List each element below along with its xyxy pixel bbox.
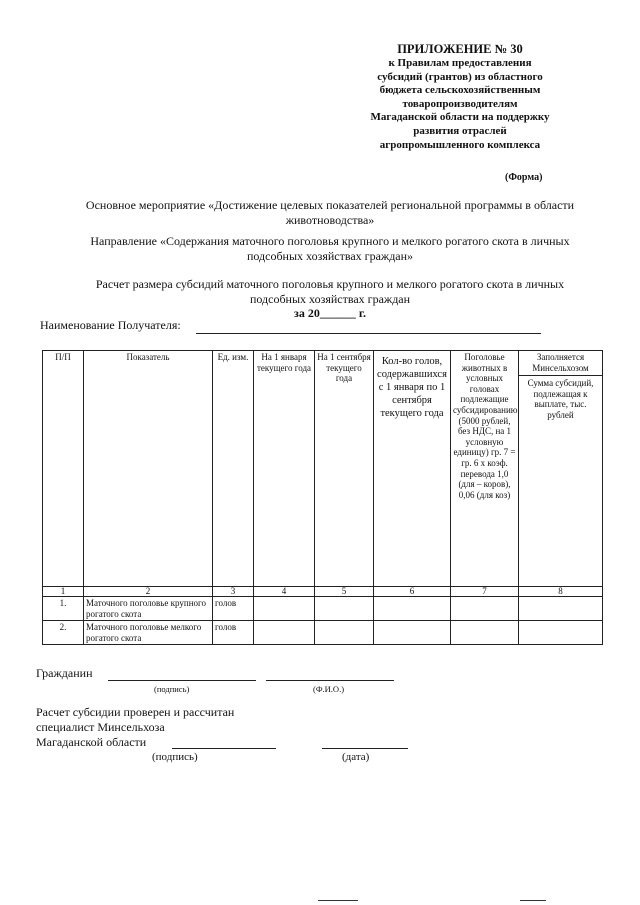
appendix-line: Магаданской области на поддержку (370, 111, 550, 124)
cell-count[interactable] (374, 597, 451, 621)
column-number: 8 (519, 587, 603, 597)
table-row (43, 597, 603, 621)
cell-conditional[interactable] (451, 597, 519, 621)
header-pp: П/П (43, 351, 84, 587)
row-unit: голов (213, 621, 254, 645)
verification-date-line[interactable] (322, 748, 408, 749)
row-indicator: Маточного поголовье крупного рогатого скота (84, 597, 213, 621)
verification-line-3: Магаданской области (36, 735, 147, 749)
appendix-line: к Правилам предоставления (388, 57, 532, 69)
specialist-signature-line[interactable] (172, 748, 276, 749)
row-indicator: Маточного поголовье мелкого рогатого скота (84, 621, 213, 645)
form-label: (Форма) (505, 172, 543, 183)
row-unit: голов (213, 597, 254, 621)
column-number: 7 (451, 587, 519, 597)
recipient-label: Наименование Получателя: (40, 318, 181, 332)
appendix-line: агропромышленного комплекса (379, 138, 541, 151)
appendix-line: товаропроизводителям (402, 97, 518, 110)
citizen-signature-caption: (подпись) (154, 684, 190, 694)
appendix-line: субсидий (грантов) из областного (377, 70, 543, 83)
appendix-line: бюджета сельскохозяйственным (379, 84, 541, 97)
column-number: 5 (315, 587, 374, 597)
cell-subsidy-sum[interactable] (519, 621, 603, 645)
cell-conditional[interactable] (451, 621, 519, 645)
appendix-line: развития отраслей (413, 124, 507, 137)
cell-count[interactable] (374, 621, 451, 645)
column-number: 2 (84, 587, 213, 597)
calc-period: за 20______ г. (294, 306, 366, 320)
calc-title-line-1: Расчет размера субсидий маточного поголовья крупного и мелкого рогатого скота в личных (95, 277, 565, 291)
header-count: Кол-во голов, содержавшихся с 1 января по 1 сентября текущего года (374, 351, 451, 587)
header-ministry-sub: Сумма субсидий, подлежащая к выплате, тыс. рублей (527, 378, 594, 420)
appendix-title: ПРИЛОЖЕНИЕ № 30 (397, 42, 523, 56)
citizen-signature-line[interactable] (108, 680, 256, 681)
calc-title-line-2: подсобных хозяйствах граждан (249, 292, 411, 306)
column-number: 6 (374, 587, 451, 597)
direction-line-2: подсобных хозяйствах граждан» (246, 249, 414, 263)
subsidy-table (42, 350, 603, 645)
cell-jan1[interactable] (254, 621, 315, 645)
scan-artifact (318, 900, 358, 901)
column-numbers-row (43, 587, 603, 597)
cell-jan1[interactable] (254, 597, 315, 621)
header-sep1: На 1 сентября текущего года (315, 351, 374, 587)
scan-artifact (520, 900, 546, 901)
appendix-block (345, 42, 575, 152)
verification-date-caption: (дата) (342, 751, 370, 763)
direction-line-1: Направление «Содержания маточного поголовья крупного и мелкого рогатого скота в личных (90, 234, 570, 248)
header-ministry-top: Заполняется Минсельхозом (519, 351, 602, 376)
cell-sep1[interactable] (315, 597, 374, 621)
recipient-field-line[interactable] (196, 333, 541, 334)
citizen-name-caption: (Ф.И.О.) (313, 684, 345, 694)
event-line-1: Основное мероприятие «Достижение целевых показателей региональной программы в области (85, 198, 575, 212)
cell-sep1[interactable] (315, 621, 374, 645)
column-number: 4 (254, 587, 315, 597)
row-number: 2. (43, 621, 84, 645)
header-jan1: На 1 января текущего года (254, 351, 315, 587)
specialist-signature-caption: (подпись) (152, 751, 198, 763)
citizen-label: Гражданин (36, 666, 93, 680)
verification-line-1: Расчет субсидии проверен и рассчитан (36, 705, 235, 719)
header-ministry (519, 351, 603, 587)
header-indicator: Показатель (84, 351, 213, 587)
table-row (43, 621, 603, 645)
column-number: 3 (213, 587, 254, 597)
event-line-2: животноводства» (285, 213, 375, 227)
header-conditional: Поголовье животных в условных головах подлежащие субсидированию (5000 рублей, без НДС, на 1 условную единицу) гр. 7 = гр. 6 х коэф. перевода 1,0 (для – коров), 0,06 (для коз) (451, 351, 519, 587)
citizen-name-line[interactable] (266, 680, 394, 681)
verification-line-2: специалист Минсельхоза (36, 720, 165, 734)
cell-subsidy-sum[interactable] (519, 597, 603, 621)
column-number: 1 (43, 587, 84, 597)
header-unit: Ед. изм. (213, 351, 254, 587)
row-number: 1. (43, 597, 84, 621)
